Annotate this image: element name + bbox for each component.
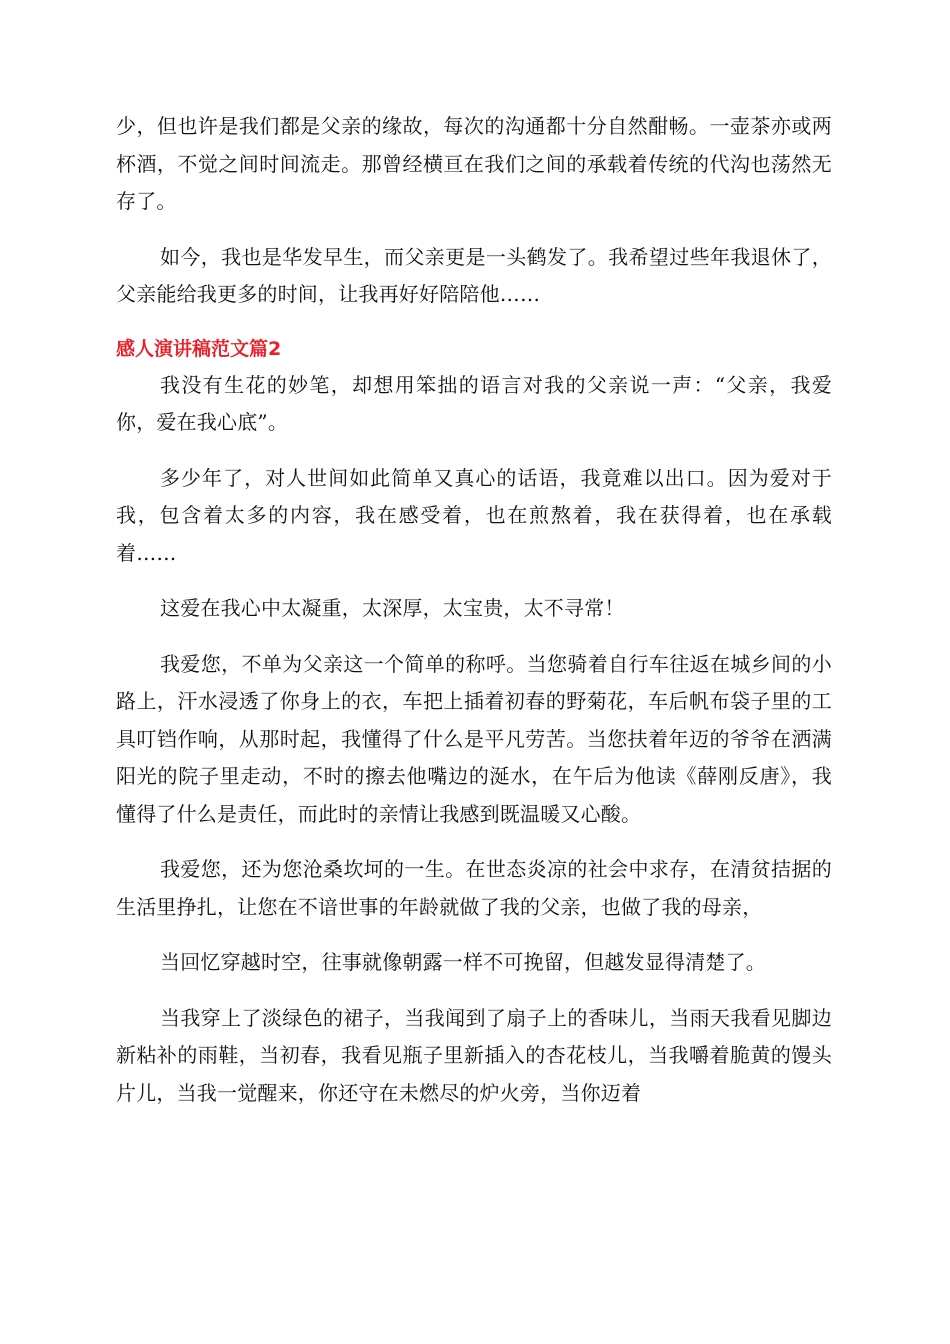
paragraph-2: 如今，我也是华发早生，而父亲更是一头鹤发了。我希望过些年我退休了，父亲能给我更多的时间，让我再好好陪陪他…… <box>116 244 832 306</box>
paragraph-6: 我爱您，不单为父亲这一个简单的称呼。当您骑着自行车往返在城乡间的小路上，汗水浸透了你身上的衣，车把上插着初春的野菊花，车后帆布袋子里的工具叮铛作响，从那时起，我懂得了什么是平凡劳苦。当您扶着年迈的爷爷在洒满阳光的院子里走动，不时的擦去他嘴边的涎水，在午后为他读《薛刚反唐》，我懂得了什么是责任，而此时的亲情让我感到既温暖又心酸。 <box>116 651 832 826</box>
paragraph-1: 少，但也许是我们都是父亲的缘故，每次的沟通都十分自然酣畅。一壶茶亦或两杯酒，不觉之间时间流走。那曾经横亘在我们之间的承载着传统的代沟也荡然无存了。 <box>116 114 832 213</box>
paragraph-7: 我爱您，还为您沧桑坎坷的一生。在世态炎凉的社会中求存，在清贫拮据的生活里挣扎，让您在不谙世事的年龄就做了我的父亲，也做了我的母亲， <box>116 857 832 919</box>
document-page <box>116 108 832 1112</box>
paragraph-9: 当我穿上了淡绿色的裙子，当我闻到了扇子上的香味儿，当雨天我看见脚边新粘补的雨鞋，当初春，我看见瓶子里新插入的杏花枝儿，当我嚼着脆黄的馒头片儿，当我一觉醒来，你还守在未燃尽的炉火旁，当你迈着 <box>116 1005 832 1105</box>
paragraph-3: 我没有生花的妙笔，却想用笨拙的语言对我的父亲说一声：“父亲，我爱你，爱在我心底”。 <box>116 372 832 434</box>
paragraph-4: 多少年了，对人世间如此简单又真心的话语，我竟难以出口。因为爱对于我，包含着太多的内容，我在感受着，也在煎熬着，我在获得着，也在承载着…… <box>116 465 832 565</box>
paragraph-5: 这爱在我心中太凝重，太深厚，太宝贵，太不寻常！ <box>160 596 625 620</box>
section-heading: 感人演讲稿范文篇2 <box>116 337 282 360</box>
paragraph-8: 当回忆穿越时空，往事就像朝露一样不可挽留，但越发显得清楚了。 <box>160 950 766 974</box>
